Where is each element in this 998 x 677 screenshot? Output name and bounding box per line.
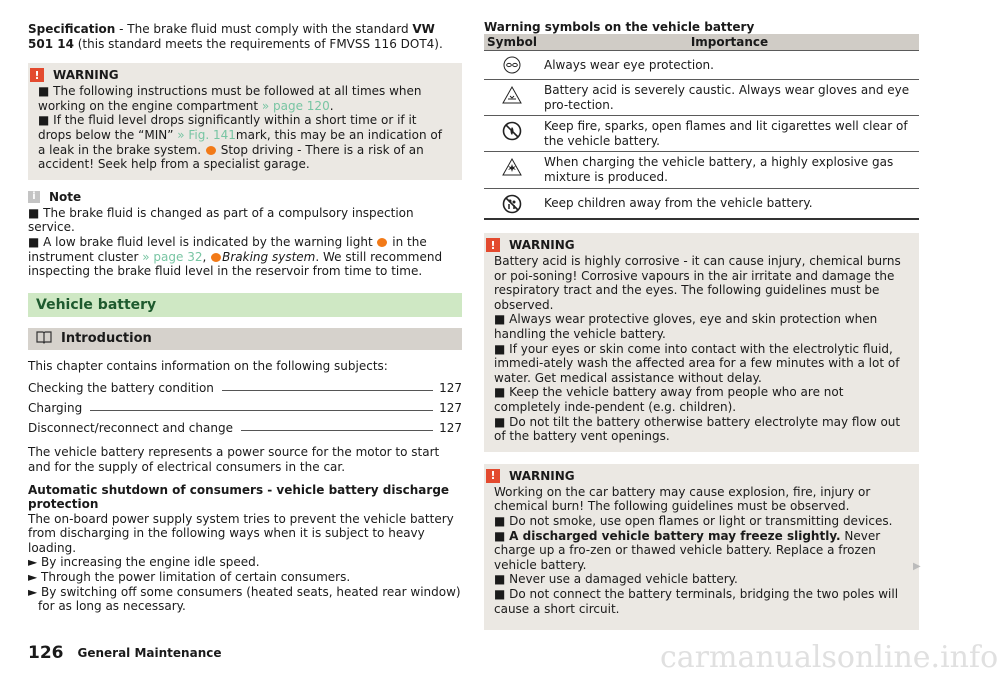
list-item: ► By switching off some consumers (heated seats, heated rear window) for as long as necessary. xyxy=(28,584,461,614)
warning-bullet: ■ The following instructions must be followed at all times when working on the engine compartment » page 120. xyxy=(38,84,422,113)
warning-header: ! WARNING xyxy=(494,237,909,253)
page-link[interactable]: » page 120 xyxy=(261,98,330,113)
acid-caustic-icon xyxy=(502,93,522,107)
warning-bullet: ■ If your eyes or skin come into contact with the electrolytic fluid, immedi-ately wash the affected area for a few minutes with a lot of water. Get medical assistance without delay. xyxy=(494,341,900,385)
warning-paragraph: Working on the car battery may cause explosion, fire, injury or chemical burn! The following guidelines must be observed. xyxy=(494,484,871,514)
note-bullet: ■ A low brake fluid level is indicated by the warning light in the instrument cluster » page 32, Braking system. We still recommend inspecting the brake fluid level in the reservoir from time to time. xyxy=(28,234,443,279)
table-title: Warning symbols on the vehicle battery xyxy=(484,20,755,34)
toc-item[interactable]: Charging 127 xyxy=(28,401,462,416)
no-children-icon xyxy=(502,203,522,217)
no-fire-icon xyxy=(502,130,522,144)
toc-item[interactable]: Checking the battery condition 127 xyxy=(28,381,462,396)
warning-box-battery-acid xyxy=(484,233,919,452)
list-item: ► By increasing the engine idle speed. xyxy=(28,555,260,570)
intro-paragraph: The vehicle battery represents a power source for the motor to start and for the supply of electrical consumers in the car. xyxy=(28,445,440,474)
eye-protection-icon xyxy=(503,63,521,77)
book-icon xyxy=(36,331,52,347)
note-bullet: ■ The brake fluid is changed as part of a compulsory inspection service. xyxy=(28,205,414,235)
right-column xyxy=(484,0,919,630)
brake-warning-light-icon xyxy=(377,238,387,247)
warning-box-brake xyxy=(28,63,462,180)
note-block xyxy=(28,190,462,279)
table-row: Always wear eye protection. xyxy=(484,51,919,80)
warning-exclamation-icon: ! xyxy=(486,469,500,483)
watermark: carmanualsonline.info xyxy=(660,640,998,675)
note-header: i Note xyxy=(28,190,462,204)
page-number: 126 xyxy=(28,643,64,663)
warning-box-battery-work xyxy=(484,464,919,630)
figure-link[interactable]: » Fig. 141 xyxy=(177,127,236,142)
specification-paragraph: Specification - The brake fluid must comply with the standard VW 501 14 (this standard meets the requirements of FMVSS 116 DOT4). xyxy=(28,22,443,51)
table-row: Keep children away from the vehicle battery. xyxy=(484,188,919,219)
page-link[interactable]: » page 32 xyxy=(142,249,203,264)
section-title-vehicle-battery: Vehicle battery xyxy=(28,293,462,317)
toc-item[interactable]: Disconnect/reconnect and change 127 xyxy=(28,421,462,436)
warning-bullet: ■ Never use a damaged vehicle battery. xyxy=(494,572,738,587)
warning-bullet: ■ Keep the vehicle battery away from people who are not completely inde-pendent (e.g. children). xyxy=(494,385,844,414)
brake-warning-light-icon xyxy=(211,253,221,262)
warning-symbols-table xyxy=(484,34,919,220)
intro-lead: This chapter contains information on the following subjects: xyxy=(28,358,388,373)
warning-header: ! WARNING xyxy=(494,468,909,484)
table-row: Keep fire, sparks, open flames and lit cigarettes well clear of the vehicle battery. xyxy=(484,116,919,152)
warning-header: ! WARNING xyxy=(38,67,452,83)
auto-shutdown-text: The on-board power supply system tries to prevent the vehicle battery from discharging in the following ways when it is subject to heavy loading. xyxy=(28,511,454,555)
table-of-contents xyxy=(28,375,462,435)
chapter-title: General Maintenance xyxy=(77,646,222,660)
auto-shutdown-title: Automatic shutdown of consumers - vehicle battery discharge protection xyxy=(28,482,450,512)
continue-arrow-icon: ▶ xyxy=(913,561,921,572)
explosive-gas-icon xyxy=(502,165,522,179)
warning-bullet: ■ Always wear protective gloves, eye and skin protection when handling the vehicle battery. xyxy=(494,312,878,342)
warning-bullet: ■ If the fluid level drops significantly within a short time or if it drops below the “MIN” » Fig. 141mark, this may be an indication of a leak in the brake system. Stop driving - There is a risk of an accident! Seek help from a specialist garage. xyxy=(38,113,442,172)
warning-bullet: ■ Do not smoke, use open flames or light or transmitting devices. xyxy=(494,513,893,528)
table-row: Battery acid is severely caustic. Always wear gloves and eye pro-tection. xyxy=(484,80,919,116)
column-header-symbol: Symbol xyxy=(484,34,540,51)
warning-exclamation-icon: ! xyxy=(30,68,44,82)
warning-paragraph: Battery acid is highly corrosive - it can cause injury, chemical burns or poi-soning! Corrosive vapours in the air irritate and damage the respiratory tract and the eyes. The following guidelines must be observed. xyxy=(494,254,901,312)
note-info-icon: i xyxy=(28,191,40,203)
warning-bullet: ■ Do not connect the battery terminals, bridging the two poles will cause a short circuit. xyxy=(494,586,899,616)
warning-exclamation-icon: ! xyxy=(486,238,500,252)
warning-bullet: ■ A discharged vehicle battery may freeze slightly. Never charge up a fro-zen or thawed vehicle battery. Replace a frozen vehicle battery. xyxy=(494,528,881,572)
column-header-importance: Importance xyxy=(540,34,919,51)
page-footer xyxy=(28,643,221,663)
brake-warning-light-icon xyxy=(206,146,216,155)
left-column xyxy=(28,0,462,614)
table-row: When charging the vehicle battery, a highly explosive gas mixture is produced. xyxy=(484,152,919,188)
warning-bullet: ■ Do not tilt the battery otherwise battery electrolyte may flow out of the battery vent openings. xyxy=(494,414,901,444)
list-item: ► Through the power limitation of certain consumers. xyxy=(28,570,351,585)
introduction-header: Introduction xyxy=(28,328,462,350)
